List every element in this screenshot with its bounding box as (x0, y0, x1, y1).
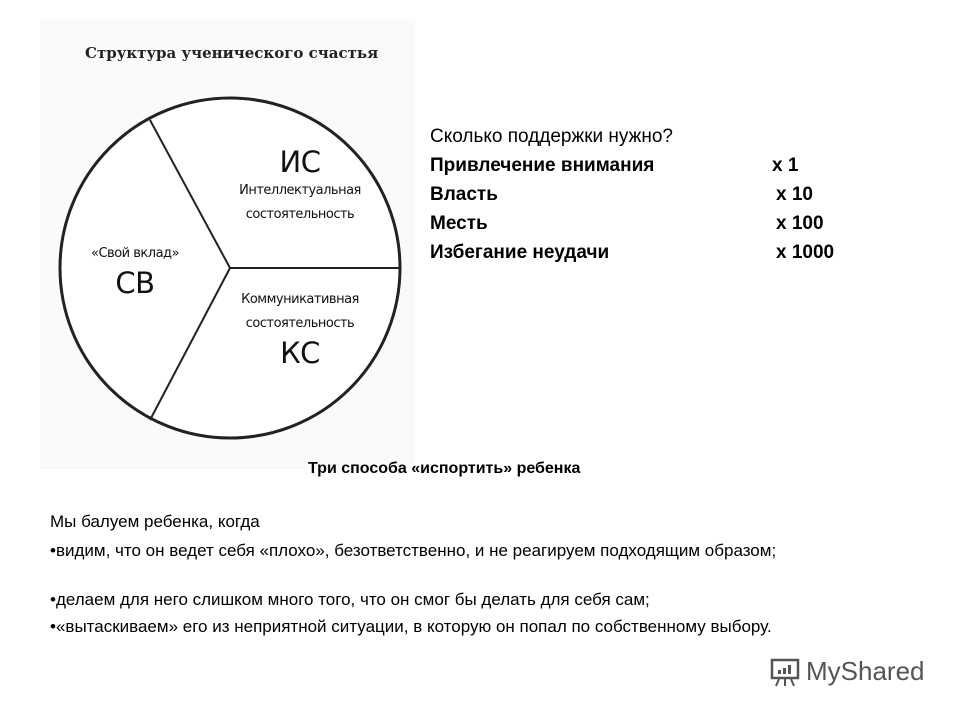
presentation-board-icon (768, 657, 802, 687)
segment-line1: Коммуникативная (241, 292, 359, 307)
segment-line1: Интеллектуальная (239, 183, 361, 198)
support-label: Привлечение внимания (430, 155, 655, 176)
support-value: x 100 (776, 213, 824, 234)
watermark-text: MyShared (806, 656, 925, 686)
support-label: Власть (430, 184, 498, 205)
segment-is (225, 145, 375, 227)
segment-sv (80, 242, 190, 300)
segment-line2: состоятельность (245, 207, 355, 222)
support-label: Месть (430, 213, 488, 234)
support-value: x 1 (772, 155, 799, 176)
support-value: x 1000 (776, 242, 835, 263)
support-heading: Сколько поддержки нужно? (430, 126, 673, 147)
segment-line1: «Свой вклад» (91, 246, 179, 261)
figure-title: Структура ученического счастья (85, 44, 379, 62)
myshared-watermark (768, 656, 925, 687)
body-intro: Мы балуем ребенка, когда (50, 512, 260, 531)
segment-abbr: СВ (115, 266, 155, 300)
support-value: x 10 (776, 184, 813, 205)
segment-abbr: ИС (279, 145, 321, 179)
subtitle: Три способа «испортить» ребенка (308, 460, 581, 477)
body-bullet: •делаем для него слишком много того, что он смог бы делать для себя сам; (50, 590, 650, 609)
body-bullet: •«вытаскиваем» его из неприятной ситуации, в которую он попал по собственному выбору. (50, 617, 772, 636)
segment-ks (225, 288, 375, 370)
body-bullet: •видим, что он ведет себя «плохо», безответственно, и не реагируем подходящим образом; (50, 541, 777, 560)
support-label: Избегание неудачи (430, 242, 610, 263)
segment-line2: состоятельность (245, 316, 355, 331)
happiness-structure-figure (40, 20, 415, 470)
segment-abbr: КС (280, 336, 320, 370)
